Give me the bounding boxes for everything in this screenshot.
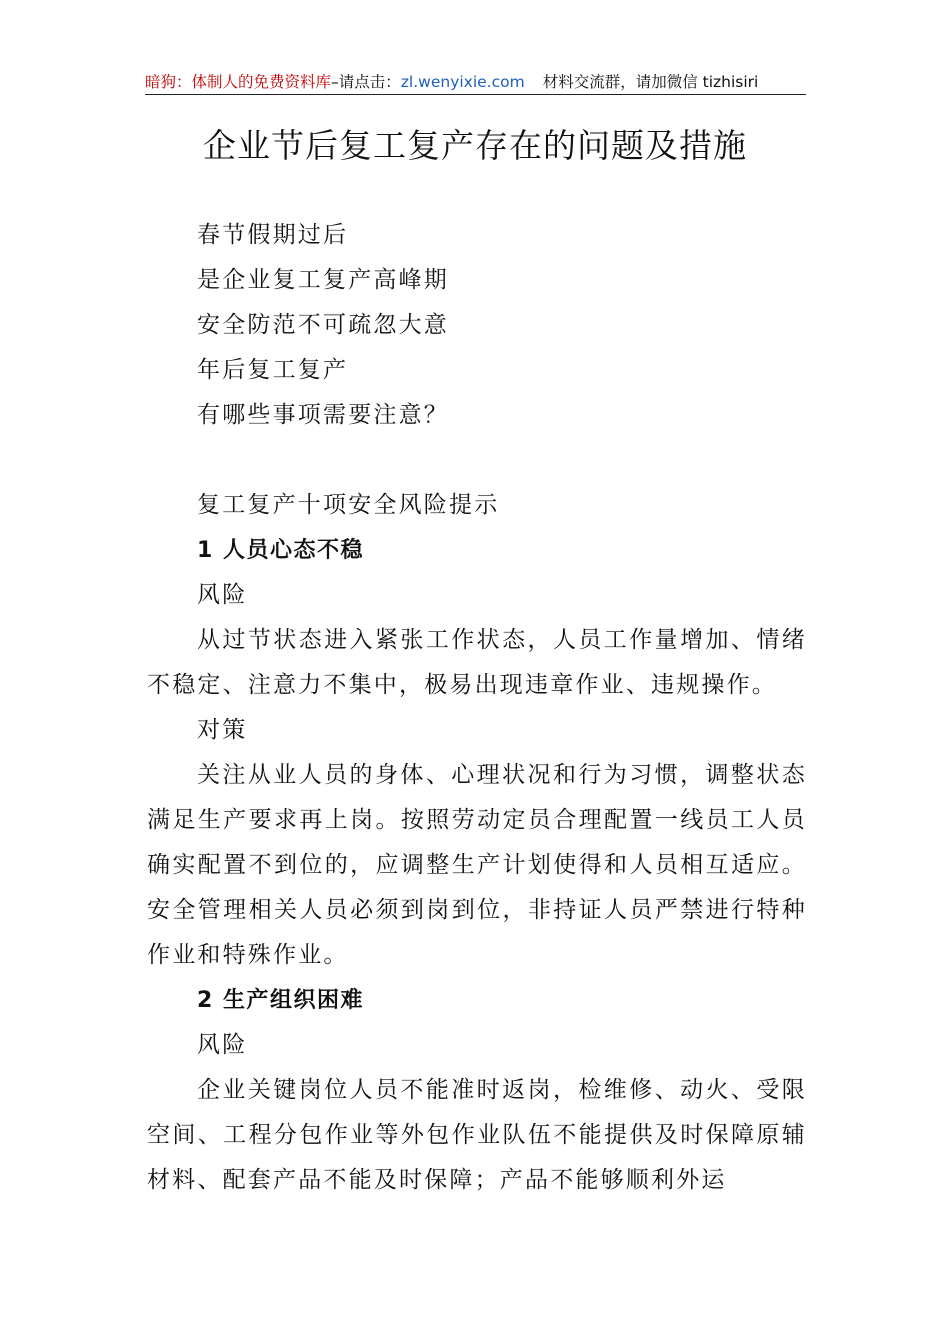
section-heading: 复工复产十项安全风险提示 [197,492,500,518]
item-heading: 1 人员心态不稳 [197,538,364,563]
blank-line [147,438,807,483]
document-body [147,213,807,1203]
header-brand: 暗狗：体制人的免费资料库 [145,73,332,91]
document-title: 企业节后复工复产存在的问题及措施 [203,126,747,165]
intro-line: 年后复工复产 [197,357,349,383]
risk-paragraph: 企业关键岗位人员不能准时返岗，检维修、动火、受限空间、工程分包作业等外包作业队伍不能提供及时保障原辅材料、配套产品不能及时保障；产品不能够顺利外运 [147,1077,807,1193]
item-heading: 2 生产组织困难 [197,988,364,1013]
header-prompt: –请点击： [331,73,401,91]
header-divider [145,94,806,95]
risk-label: 风险 [197,1032,248,1058]
intro-line: 春节假期过后 [197,222,349,248]
header-note: 材料交流群，请加微信 tizhisiri [542,73,759,91]
measure-paragraph: 关注从业人员的身体、心理状况和行为习惯，调整状态满足生产要求再上岗。按照劳动定员合理配置一线员工人员确实配置不到位的，应调整生产计划使得和人员相互适应。安全管理相关人员必须到岗到位，非持证人员严禁进行特种作业和特殊作业。 [147,762,807,968]
intro-line: 是企业复工复产高峰期 [197,267,449,293]
intro-line: 有哪些事项需要注意？ [197,402,449,428]
risk-paragraph: 从过节状态进入紧张工作状态，人员工作量增加、情绪不稳定、注意力不集中，极易出现违章作业、违规操作。 [147,627,807,698]
risk-label: 风险 [197,582,248,608]
header-url-link[interactable]: zl.wenyixie.com [400,73,525,91]
measure-label: 对策 [197,717,248,743]
page-header [145,70,805,94]
intro-line: 安全防范不可疏忽大意 [197,312,449,338]
